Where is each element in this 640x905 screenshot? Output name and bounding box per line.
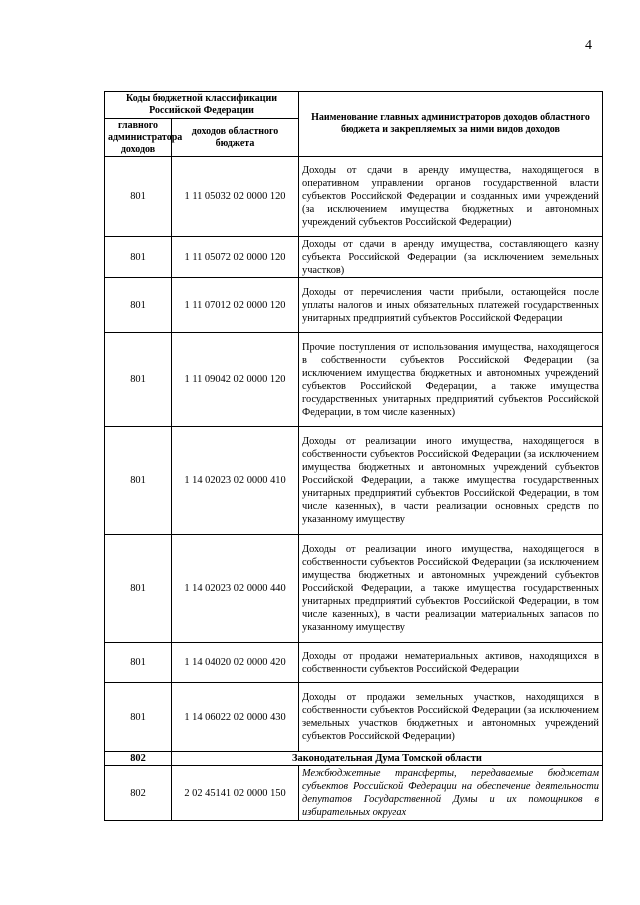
admin-code: 801 bbox=[105, 333, 172, 427]
income-code: 1 11 05032 02 0000 120 bbox=[172, 157, 299, 237]
section-row bbox=[105, 752, 603, 766]
table-row bbox=[105, 427, 603, 535]
income-name: Доходы от реализации иного имущества, находящегося в собственности субъектов Российской Федерации (за исключением имущества бюджетных и автономных учреждений субъектов Российской Федерации, а также имущества государственных унитарных предприятий субъектов Российской Федерации, в том числе казенных), в части реализации основных средств по указанному имуществу bbox=[299, 427, 603, 535]
income-code: 1 14 02023 02 0000 410 bbox=[172, 427, 299, 535]
table-row bbox=[105, 683, 603, 752]
admin-code: 802 bbox=[105, 766, 172, 821]
income-code: 1 14 06022 02 0000 430 bbox=[172, 683, 299, 752]
income-name: Межбюджетные трансферты, передаваемые бюджетам субъектов Российской Федерации на обеспечение деятельности депутатов Государственной Думы и их помощников в избирательных округах bbox=[299, 766, 603, 821]
income-code: 2 02 45141 02 0000 150 bbox=[172, 766, 299, 821]
table-row bbox=[105, 643, 603, 683]
income-code: 1 11 07012 02 0000 120 bbox=[172, 278, 299, 333]
income-code: 1 11 05072 02 0000 120 bbox=[172, 237, 299, 278]
budget-classification-table bbox=[104, 91, 603, 821]
income-name: Доходы от сдачи в аренду имущества, составляющего казну субъекта Российской Федерации (за исключением земельных участков) bbox=[299, 237, 603, 278]
admin-code: 801 bbox=[105, 157, 172, 237]
income-name: Доходы от продажи земельных участков, находящихся в собственности субъектов Российской Федерации (за исключением земельных участков бюджетных и автономных учреждений субъектов Российской Федерации) bbox=[299, 683, 603, 752]
income-code: 1 14 04020 02 0000 420 bbox=[172, 643, 299, 683]
income-name: Прочие поступления от использования имущества, находящегося в собственности субъектов Российской Федерации (за исключением имущества бюджетных и автономных учреждений субъектов Российской Федерации, а также имущества государственных унитарных предприятий субъектов Российской Федерации, в том числе казенных) bbox=[299, 333, 603, 427]
income-code: 1 11 09042 02 0000 120 bbox=[172, 333, 299, 427]
table-row bbox=[105, 237, 603, 278]
table-row bbox=[105, 333, 603, 427]
income-name: Доходы от реализации иного имущества, находящегося в собственности субъектов Российской Федерации (за исключением имущества бюджетных и автономных учреждений субъектов Российской Федерации, а также имущества государственных унитарных предприятий субъектов Российской Федерации, в том числе казенных), в части реализации материальных запасов по указанному имуществу bbox=[299, 535, 603, 643]
income-name: Доходы от продажи нематериальных активов, находящихся в собственности субъектов Российской Федерации bbox=[299, 643, 603, 683]
table-row bbox=[105, 278, 603, 333]
header-admin-column: главного администратора доходов bbox=[105, 119, 172, 157]
income-code: 1 14 02023 02 0000 440 bbox=[172, 535, 299, 643]
table-row bbox=[105, 157, 603, 237]
admin-code: 801 bbox=[105, 427, 172, 535]
section-admin-code: 802 bbox=[105, 752, 172, 766]
table-row bbox=[105, 535, 603, 643]
admin-code: 801 bbox=[105, 683, 172, 752]
admin-code: 801 bbox=[105, 643, 172, 683]
section-title: Законодательная Дума Томской области bbox=[172, 752, 603, 766]
income-name: Доходы от перечисления части прибыли, остающейся после уплаты налогов и иных обязательных платежей государственных унитарных предприятий субъектов Российской Федерации bbox=[299, 278, 603, 333]
admin-code: 801 bbox=[105, 535, 172, 643]
header-codes-group: Коды бюджетной классификации Российской Федерации bbox=[105, 92, 299, 119]
income-name: Доходы от сдачи в аренду имущества, находящегося в оперативном управлении органов государственной власти субъектов Российской Федерации и созданных ими учреждений (за исключением имущества бюджетных и автономных учреждений субъектов Российской Федерации) bbox=[299, 157, 603, 237]
header-name-column: Наименование главных администраторов доходов областного бюджета и закрепляемых за ними видов доходов bbox=[299, 92, 603, 157]
header-income-column: доходов областного бюджета bbox=[172, 119, 299, 157]
table-row bbox=[105, 766, 603, 821]
admin-code: 801 bbox=[105, 237, 172, 278]
admin-code: 801 bbox=[105, 278, 172, 333]
page-number: 4 bbox=[585, 38, 592, 53]
